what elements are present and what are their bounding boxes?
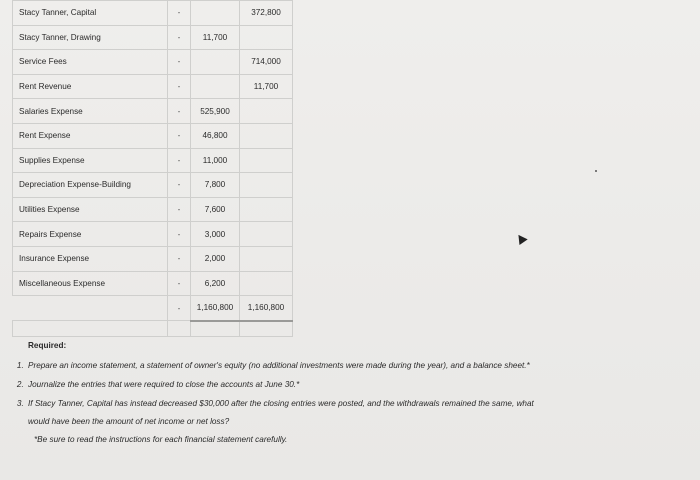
ref-mark: - [168, 246, 191, 271]
credit-amount [240, 99, 293, 124]
credit-amount [240, 246, 293, 271]
empty-cell [168, 321, 191, 337]
credit-amount: 714,000 [240, 50, 293, 75]
requirement-text: Journalize the entries that were required to close the accounts at June 30.* [28, 380, 300, 389]
debit-total: 1,160,800 [191, 296, 240, 321]
table-row [13, 74, 293, 99]
account-name: Stacy Tanner, Drawing [13, 25, 168, 50]
requirement-text-continued: would have been the amount of net income or net loss? [28, 417, 230, 426]
table-row [13, 148, 293, 173]
account-name: Repairs Expense [13, 222, 168, 247]
account-name: Insurance Expense [13, 246, 168, 271]
debit-amount: 46,800 [191, 123, 240, 148]
account-name: Supplies Expense [13, 148, 168, 173]
empty-cell [13, 321, 168, 337]
credit-amount [240, 271, 293, 296]
trial-balance-table [12, 0, 293, 337]
ref-mark: - [168, 99, 191, 124]
ref-mark: - [168, 296, 191, 321]
requirements-list [14, 360, 674, 428]
empty-cell [240, 321, 293, 337]
ref-mark: - [168, 123, 191, 148]
credit-amount [240, 123, 293, 148]
totals-row [13, 296, 293, 321]
debit-amount: 6,200 [191, 271, 240, 296]
account-name: Utilities Expense [13, 197, 168, 222]
debit-amount: 3,000 [191, 222, 240, 247]
debit-amount: 11,700 [191, 25, 240, 50]
table-row [13, 99, 293, 124]
totals-label-cell [13, 296, 168, 321]
stray-mark [595, 170, 597, 172]
debit-amount [191, 1, 240, 26]
table-row [13, 271, 293, 296]
credit-amount [240, 25, 293, 50]
requirements-heading: Required: [28, 341, 67, 350]
requirement-text: Prepare an income statement, a statement of owner's equity (no additional investments were made during the year), and a balance sheet.* [28, 361, 530, 370]
instructions-note: *Be sure to read the instructions for each financial statement carefully. [34, 435, 288, 444]
debit-amount: 525,900 [191, 99, 240, 124]
account-name: Stacy Tanner, Capital [13, 1, 168, 26]
table-row-empty [13, 321, 293, 337]
debit-amount [191, 50, 240, 75]
mouse-cursor-icon [514, 232, 527, 245]
ref-mark: - [168, 222, 191, 247]
table-row [13, 123, 293, 148]
debit-amount: 11,000 [191, 148, 240, 173]
requirement-item [26, 398, 674, 428]
credit-amount [240, 197, 293, 222]
account-name: Rent Revenue [13, 74, 168, 99]
ref-mark: - [168, 148, 191, 173]
account-name: Miscellaneous Expense [13, 271, 168, 296]
credit-amount [240, 173, 293, 198]
credit-total: 1,160,800 [240, 296, 293, 321]
credit-amount [240, 222, 293, 247]
account-name: Rent Expense [13, 123, 168, 148]
table-row [13, 222, 293, 247]
table-row [13, 25, 293, 50]
debit-amount: 7,800 [191, 173, 240, 198]
ref-mark: - [168, 25, 191, 50]
requirement-item [26, 379, 674, 391]
ref-mark: - [168, 50, 191, 75]
requirements-section [14, 340, 674, 446]
table-row [13, 173, 293, 198]
ref-mark: - [168, 74, 191, 99]
credit-amount [240, 148, 293, 173]
credit-amount: 11,700 [240, 74, 293, 99]
requirement-text: If Stacy Tanner, Capital has instead decreased $30,000 after the closing entries were posted, and the withdrawals remained the same, what [28, 399, 534, 408]
table-row [13, 1, 293, 26]
empty-cell [191, 321, 240, 337]
account-name: Salaries Expense [13, 99, 168, 124]
table-row [13, 197, 293, 222]
ref-mark: - [168, 197, 191, 222]
debit-amount [191, 74, 240, 99]
account-name: Service Fees [13, 50, 168, 75]
requirement-item [26, 360, 674, 372]
ref-mark: - [168, 173, 191, 198]
ref-mark: - [168, 271, 191, 296]
table-row [13, 246, 293, 271]
table-row [13, 50, 293, 75]
ref-mark: - [168, 1, 191, 26]
credit-amount: 372,800 [240, 1, 293, 26]
account-name: Depreciation Expense-Building [13, 173, 168, 198]
debit-amount: 2,000 [191, 246, 240, 271]
debit-amount: 7,600 [191, 197, 240, 222]
